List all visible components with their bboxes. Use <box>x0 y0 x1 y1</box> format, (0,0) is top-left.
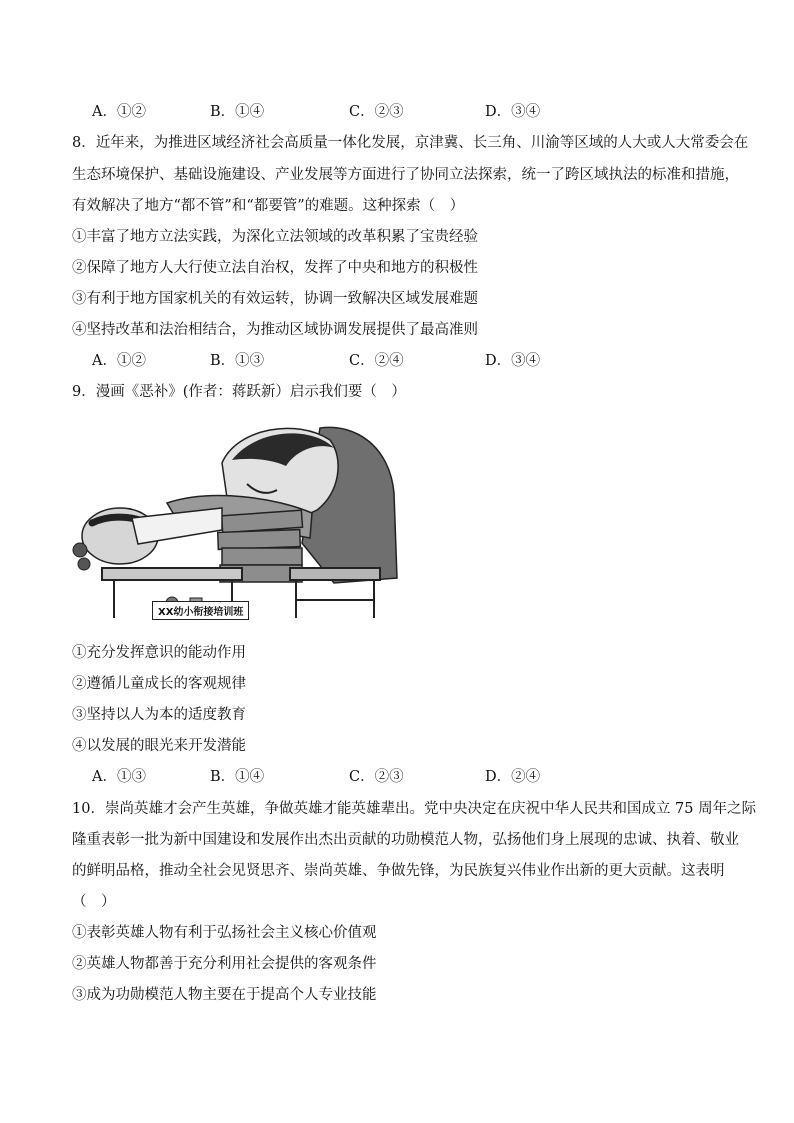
q9-statement-4: ④以发展的眼光来开发潜能 <box>72 738 246 754</box>
q8-option-d: D．③④ <box>485 353 541 369</box>
q9-option-a: A．①③ <box>92 769 146 785</box>
q7-options <box>92 102 612 122</box>
q8-statement-3: ③有利于地方国家机关的有效运转，协调一致解决区域发展难题 <box>72 291 478 307</box>
q8-stem-line-3: 有效解决了地方“都不管”和“都要管”的难题。这种探索（ ） <box>72 198 465 214</box>
q9-statement-1: ①充分发挥意识的能动作用 <box>72 645 246 661</box>
q10-stem-line-3: 的鲜明品格，推动全社会见贤思齐、崇尚英雄、争做先锋，为民族复兴伟业作出新的更大贡献。这表明 <box>72 863 725 879</box>
q8-statement-4: ④坚持改革和法治相结合，为推动区域协调发展提供了最高准则 <box>72 322 478 338</box>
q8-statement-1: ①丰富了地方立法实践，为深化立法领域的改革积累了宝贵经验 <box>72 229 478 245</box>
q8-option-c: C．②④ <box>349 353 404 369</box>
q10-statement-3: ③成为功勋模范人物主要在于提高个人专业技能 <box>72 987 377 1003</box>
q8-option-b: B．①③ <box>210 353 265 369</box>
cartoon-sign: XX幼小衔接培训班 <box>152 601 249 620</box>
cartoon-image <box>72 418 402 623</box>
q9-statement-2: ②遵循儿童成长的客观规律 <box>72 676 246 692</box>
q9-option-d: D．②④ <box>485 769 541 785</box>
q8-option-a: A．①② <box>92 353 146 369</box>
q9-options <box>92 767 612 787</box>
q10-stem-line-4: （ ） <box>72 894 116 910</box>
q8-statement-2: ②保障了地方人大行使立法自治权，发挥了中央和地方的积极性 <box>72 260 478 276</box>
cartoon-drawing <box>72 418 402 623</box>
q8-stem-line-2: 生态环境保护、基础设施建设、产业发展等方面进行了协同立法探索，统一了跨区域执法的标准和措施， <box>72 167 739 183</box>
q7-option-a: A．①② <box>92 104 146 120</box>
q9-option-c: C．②③ <box>349 769 404 785</box>
q9-option-b: B．①④ <box>210 769 265 785</box>
q7-option-c: C．②③ <box>349 104 404 120</box>
q10-statement-2: ②英雄人物都善于充分利用社会提供的客观条件 <box>72 956 377 972</box>
q10-stem-line-2: 隆重表彰一批为新中国建设和发展作出杰出贡献的功勋模范人物，弘扬他们身上展现的忠诚、执着、敬业 <box>72 832 739 848</box>
q7-option-d: D．③④ <box>485 104 541 120</box>
q7-option-b: B．①④ <box>210 104 265 120</box>
q9-statement-3: ③坚持以人为本的适度教育 <box>72 707 246 723</box>
q8-stem-line-1: 8．近年来，为推进区域经济社会高质量一体化发展，京津冀、长三角、川渝等区域的人大或人大常委会在 <box>72 135 749 151</box>
q10-statement-1: ①表彰英雄人物有利于弘扬社会主义核心价值观 <box>72 925 377 941</box>
q9-stem: 9．漫画《恶补》(作者：蒋跃新）启示我们要（ ） <box>72 384 406 400</box>
q8-options <box>92 351 612 371</box>
q10-stem-line-1: 10．崇尚英雄才会产生英雄，争做英雄才能英雄辈出。党中央决定在庆祝中华人民共和国成立 75 周年之际 <box>72 801 757 817</box>
